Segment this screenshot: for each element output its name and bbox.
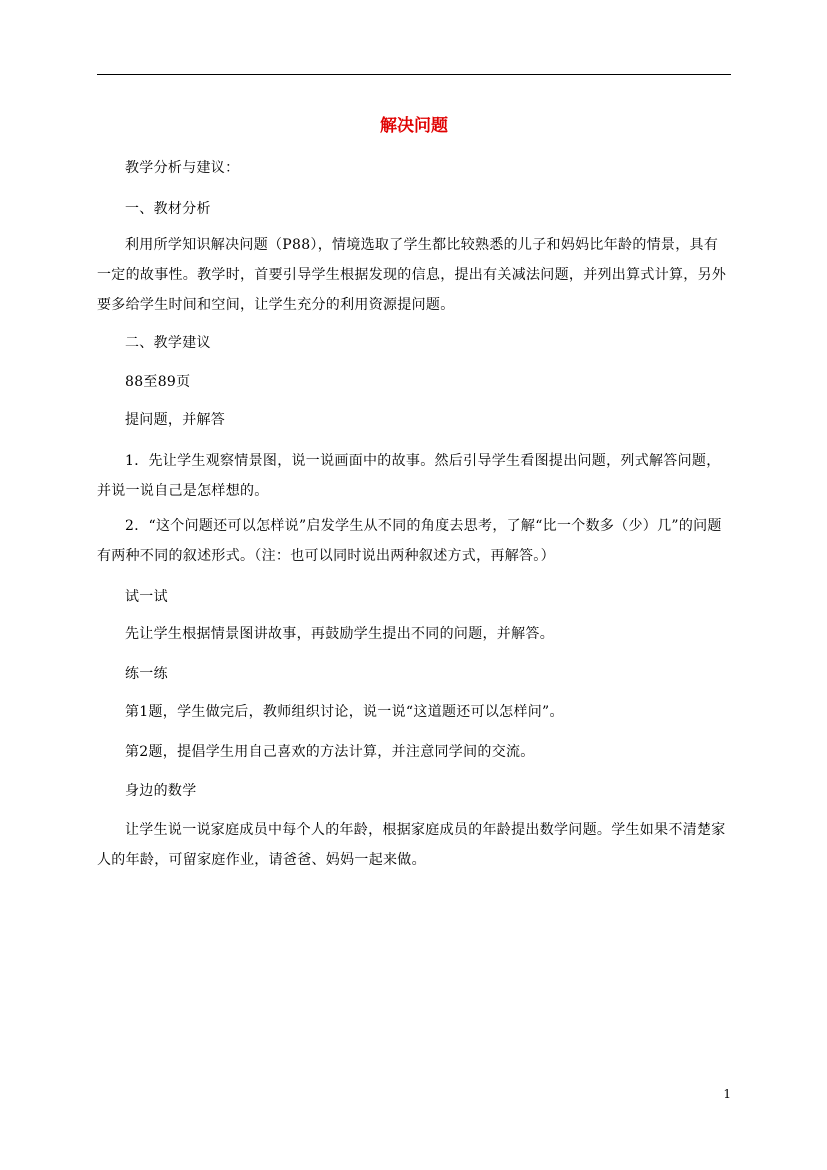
paragraph-step-1: 1．先让学生观察情景图，说一说画面中的故事。然后引导学生看图提出问题，列式解答问题，并说一说自己是怎样想的。 (97, 453, 721, 499)
subheading-math-around-us: 身边的数学 (125, 783, 197, 799)
subheading-ask-and-answer: 提问题，并解答 (125, 412, 226, 428)
section-heading-teaching-suggestions: 二、教学建议 (125, 335, 211, 351)
document-title: 解决问题 (380, 116, 448, 136)
section-heading-textbook-analysis: 一、教材分析 (125, 201, 211, 217)
subheading-try-it: 试一试 (125, 589, 168, 605)
paragraph-practice-2: 第2题，提倡学生用自己喜欢的方法计算，并注意同学间的交流。 (125, 744, 535, 760)
header-rule (97, 74, 731, 75)
paragraph-math-around-us: 让学生说一说家庭成员中每个人的年龄，根据家庭成员的年龄提出数学问题。学生如果不清楚家人的年龄，可留家庭作业，请爸爸、妈妈一起来做。 (97, 822, 726, 868)
page-number: 1 (723, 1087, 731, 1101)
paragraph-page-range: 88至89页 (125, 374, 191, 390)
subheading-practice: 练一练 (125, 666, 168, 682)
paragraph-try-it: 先让学生根据情景图讲故事，再鼓励学生提出不同的问题，并解答。 (125, 626, 554, 642)
paragraph-analysis-heading: 教学分析与建议： (125, 160, 240, 176)
paragraph-textbook-analysis: 利用所学知识解决问题（P88），情境选取了学生都比较熟悉的儿子和妈妈比年龄的情景，具有一定的故事性。教学时，首要引导学生根据发现的信息，提出有关减法问题，并列出算式计算，另外要多给学生时间和空间，让学生充分的利用资源提问题。 (97, 237, 727, 313)
paragraph-practice-1: 第1题，学生做完后，教师组织讨论，说一说“这道题还可以怎样问”。 (125, 704, 564, 720)
paragraph-step-2: 2．“这个问题还可以怎样说”启发学生从不同的角度去思考，了解“比一个数多（少）几”的问题有两种不同的叙述形式。（注：也可以同时说出两种叙述方式，再解答。） (97, 518, 722, 564)
